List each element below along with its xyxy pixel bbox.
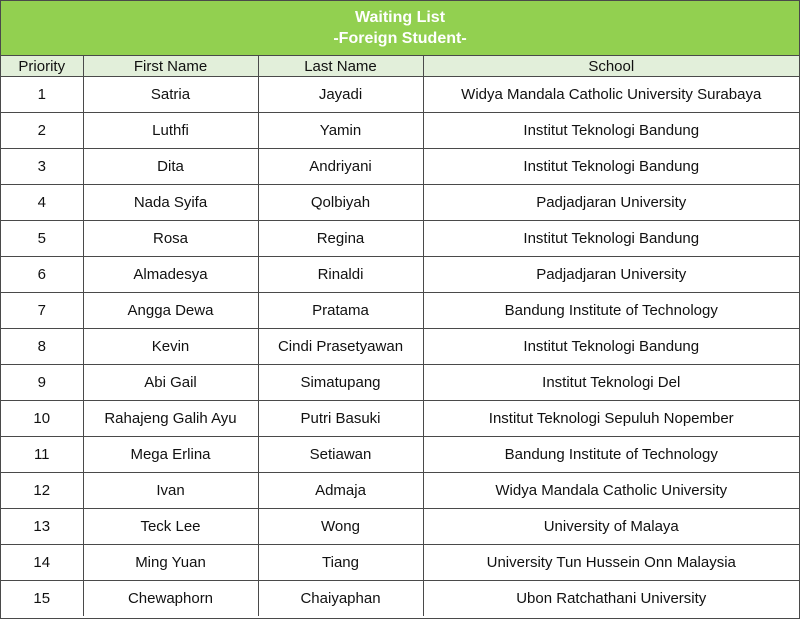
first-name-cell: Almadesya (83, 257, 258, 293)
last-name-cell: Andriyani (258, 149, 423, 185)
waiting-list-table (1, 56, 799, 616)
table-row (1, 221, 799, 257)
table-row (1, 365, 799, 401)
table-row (1, 329, 799, 365)
first-name-cell: Luthfi (83, 113, 258, 149)
last-name-cell: Chaiyaphan (258, 581, 423, 617)
priority-cell: 2 (1, 113, 83, 149)
priority-cell: 3 (1, 149, 83, 185)
priority-cell: 4 (1, 185, 83, 221)
school-cell: Institut Teknologi Del (423, 365, 799, 401)
last-name-cell: Regina (258, 221, 423, 257)
priority-cell: 7 (1, 293, 83, 329)
last-name-cell: Setiawan (258, 437, 423, 473)
school-cell: Bandung Institute of Technology (423, 437, 799, 473)
header-school: School (423, 56, 799, 77)
last-name-cell: Admaja (258, 473, 423, 509)
table-row (1, 185, 799, 221)
header-last-name: Last Name (258, 56, 423, 77)
page-title: Waiting List (354, 9, 446, 26)
school-cell: University of Malaya (423, 509, 799, 545)
school-cell: University Tun Hussein Onn Malaysia (423, 545, 799, 581)
school-cell: Padjadjaran University (423, 257, 799, 293)
last-name-cell: Qolbiyah (258, 185, 423, 221)
priority-cell: 1 (1, 77, 83, 113)
school-cell: Institut Teknologi Bandung (423, 113, 799, 149)
priority-cell: 6 (1, 257, 83, 293)
first-name-cell: Abi Gail (83, 365, 258, 401)
first-name-cell: Teck Lee (83, 509, 258, 545)
last-name-cell: Putri Basuki (258, 401, 423, 437)
last-name-cell: Tiang (258, 545, 423, 581)
priority-cell: 10 (1, 401, 83, 437)
last-name-cell: Yamin (258, 113, 423, 149)
table-row (1, 437, 799, 473)
school-cell: Widya Mandala Catholic University Surabaya (423, 77, 799, 113)
table-row (1, 257, 799, 293)
first-name-cell: Ming Yuan (83, 545, 258, 581)
school-cell: Bandung Institute of Technology (423, 293, 799, 329)
last-name-cell: Simatupang (258, 365, 423, 401)
priority-cell: 14 (1, 545, 83, 581)
school-cell: Ubon Ratchathani University (423, 581, 799, 617)
school-cell: Institut Teknologi Bandung (423, 329, 799, 365)
table-row (1, 545, 799, 581)
first-name-cell: Rahajeng Galih Ayu (83, 401, 258, 437)
first-name-cell: Chewaphorn (83, 581, 258, 617)
header-first-name: First Name (83, 56, 258, 77)
last-name-cell: Rinaldi (258, 257, 423, 293)
header-priority: Priority (1, 56, 83, 77)
priority-cell: 12 (1, 473, 83, 509)
last-name-cell: Cindi Prasetyawan (258, 329, 423, 365)
priority-cell: 11 (1, 437, 83, 473)
first-name-cell: Rosa (83, 221, 258, 257)
table-row (1, 113, 799, 149)
school-cell: Padjadjaran University (423, 185, 799, 221)
school-cell: Institut Teknologi Bandung (423, 149, 799, 185)
last-name-cell: Jayadi (258, 77, 423, 113)
priority-cell: 5 (1, 221, 83, 257)
first-name-cell: Nada Syifa (83, 185, 258, 221)
last-name-cell: Wong (258, 509, 423, 545)
table-row (1, 149, 799, 185)
first-name-cell: Angga Dewa (83, 293, 258, 329)
first-name-cell: Ivan (83, 473, 258, 509)
header-row (1, 56, 799, 77)
priority-cell: 15 (1, 581, 83, 617)
priority-cell: 8 (1, 329, 83, 365)
first-name-cell: Dita (83, 149, 258, 185)
table-row (1, 77, 799, 113)
school-cell: Institut Teknologi Bandung (423, 221, 799, 257)
table-row (1, 401, 799, 437)
table-row (1, 473, 799, 509)
table-row (1, 581, 799, 617)
page-subtitle: -Foreign Student- (333, 30, 467, 47)
priority-cell: 13 (1, 509, 83, 545)
title-banner (1, 1, 799, 56)
school-cell: Widya Mandala Catholic University (423, 473, 799, 509)
table-row (1, 293, 799, 329)
priority-cell: 9 (1, 365, 83, 401)
school-cell: Institut Teknologi Sepuluh Nopember (423, 401, 799, 437)
first-name-cell: Mega Erlina (83, 437, 258, 473)
table-row (1, 509, 799, 545)
last-name-cell: Pratama (258, 293, 423, 329)
first-name-cell: Satria (83, 77, 258, 113)
first-name-cell: Kevin (83, 329, 258, 365)
